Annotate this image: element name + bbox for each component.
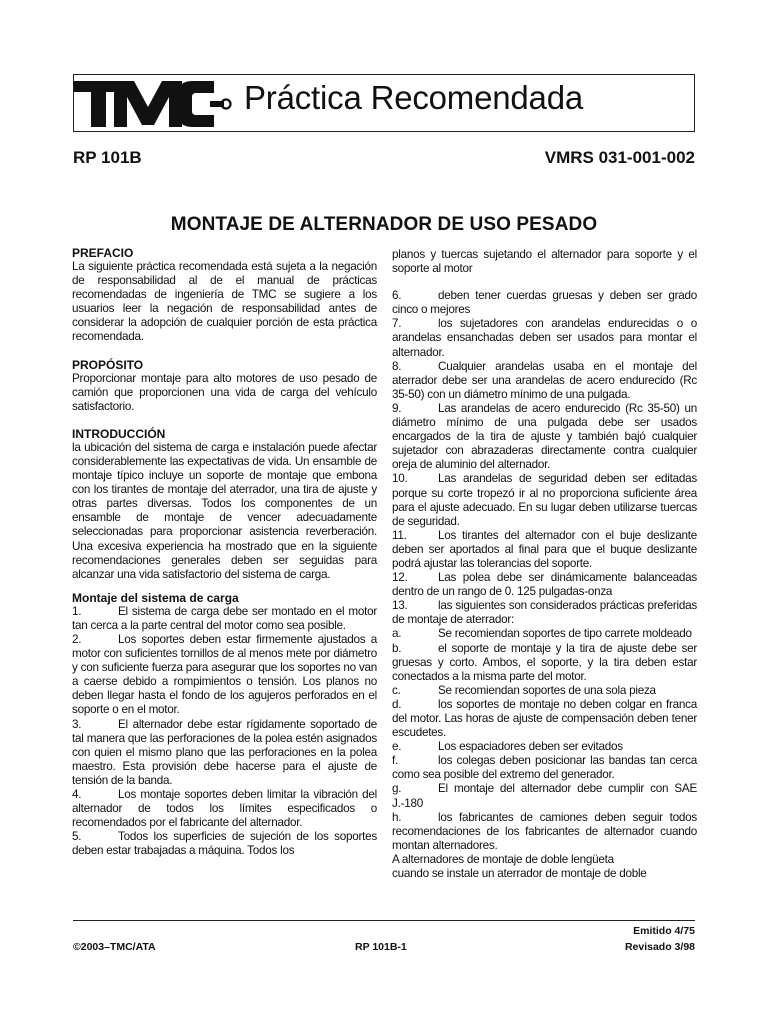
copyright: ©2003–TMC/ATA bbox=[73, 941, 156, 953]
list-item: a. Se recomiendan soportes de tipo carrete moldeado bbox=[392, 627, 692, 641]
left-column bbox=[72, 246, 377, 858]
tmc-logo bbox=[74, 81, 234, 127]
header-box bbox=[73, 74, 695, 132]
tail-line-1: A alternadores de montaje de doble lengüeta bbox=[392, 852, 614, 866]
introduccion-body: la ubicación del sistema de carga e instalación puede afectar considerablemente las expectativas de vida. Un ensamble de montaje típico incluye un soporte de montaje que embona con los tirantes de montaje del aterrador, una tira de ajuste y otras partes diversas. Todos los componentes de un ensamble de montaje de vencer adecuadamente seleccionadas para proporcionar asistencia reverberación. Una excesiva experiencia ha mostrado que en la siguiente recomendaciones generales deben ser seguidas para alcanzar una vida satisfactorio del sistema de carga. bbox=[72, 440, 377, 581]
introduccion-heading: INTRODUCCIÓN bbox=[72, 426, 166, 441]
list-item: h. los fabricantes de camiones deben seguir todos recomendaciones de los fabricantes de alternador cuando montan alternadores. bbox=[392, 810, 697, 852]
tail-line-2: cuando se instale un aterrador de montaje de doble bbox=[392, 867, 647, 881]
list-item: d. los soportes de montaje no deben colgar en franca del motor. Las horas de ajuste de compensación deben tener escudetes. bbox=[392, 697, 697, 740]
list-item: b. el soporte de montaje y la tira de ajuste debe ser gruesas y corto. Ambos, el soporte, y la tira deben estar conectados a la misma parte del motor. bbox=[392, 641, 697, 683]
header-title: Práctica Recomendada bbox=[244, 79, 584, 116]
list-item: 8. Cualquier arandelas usaba en el montaje del aterrador debe ser una arandelas de acero endurecido (Rc 35-50) con un diámetro mínimo de una pulgada. bbox=[392, 359, 697, 401]
list-item: e. Los espaciadores deben ser evitados bbox=[392, 740, 623, 754]
list-item: c. Se recomiendan soportes de una sola pieza bbox=[392, 683, 656, 697]
list-item: 4. Los montaje soportes deben limitar la vibración del alternador de todos los límites especificados o recomendados por el fabricante del alternador. bbox=[72, 788, 377, 830]
document-title: MONTAJE DE ALTERNADOR DE USO PESADO bbox=[170, 214, 598, 235]
rp-number: RP 101B bbox=[73, 148, 142, 167]
page-id: RP 101B-1 bbox=[355, 941, 407, 953]
list-item: 10. Las arandelas de seguridad deben ser editadas porque su corte tropezó ir al no proporciona suficiente área para el ajuste adecuado. En su lugar deben utilizarse tuercas de seguridad. bbox=[392, 472, 697, 528]
list-item: 5. Todos los superficies de sujeción de los soportes deben estar trabajadas a máquina. Todos los bbox=[72, 830, 377, 858]
list-item: 1. El sistema de carga debe ser montado en el motor tan cerca a la parte central del motor como sea posible. bbox=[72, 604, 377, 632]
proposito-heading: PROPÓSITO bbox=[72, 357, 144, 372]
proposito-body: Proporcionar montaje para alto motores de uso pesado de camión que proporcionen una vida de carga del vehículo satisfactorio. bbox=[72, 371, 377, 413]
prefacio-heading: PREFACIO bbox=[72, 246, 134, 260]
list-item: 13. las siguientes son considerados prácticas preferidas de montaje de aterrador: bbox=[392, 599, 697, 627]
list-item: 7. los sujetadores con arandelas endurecidas o o arandelas ensanchadas deben ser usados para montar el alternador. bbox=[392, 317, 697, 359]
list-item: 11. Los tirantes del alternador con el buje deslizante deben ser aportados al final para que el buque deslizante podrá ajustar las tolerancias del soporte. bbox=[392, 528, 697, 570]
list-item: 6. deben tener cuerdas gruesas y deben ser grado cinco o mejores bbox=[392, 289, 697, 317]
list-item: 9. Las arandelas de acero endurecido (Rc 35-50) un diámetro mínimo de una pulgada debe ser usados encargados de la tira de ajuste y también bajó cualquier sujetador con abrazaderas directamente contra cualquier oreja de aluminio del alternador. bbox=[392, 401, 697, 472]
footer-divider bbox=[73, 920, 695, 921]
continuation-text: planos y tuercas sujetando el alternador para soporte y el soporte al motor bbox=[392, 248, 697, 276]
prefacio-body: La siguiente práctica recomendada está sujeta a la negación de responsabilidad al de el manual de prácticas recomendadas de ingeniería de TMC se sugiere a los usuarios leer la negación de responsabilidad antes de considerar la adopción de cualquier porción de esta práctica recomendada. bbox=[72, 260, 377, 344]
vmrs-code: VMRS 031-001-002 bbox=[544, 148, 695, 167]
list-item: 12. Las polea debe ser dinámicamente balanceadas dentro de un rango de 0. 125 pulgadas-onza bbox=[392, 571, 697, 599]
issued-date: Emitido 4/75 bbox=[633, 925, 695, 937]
list-item: 2. Los soportes deben estar firmemente ajustados a motor con suficientes tornillos de al menos mete por diámetro y con suficiente fuerza para asegurar que los soportes no van a caerse debido a rompimientos o tensión. Los planos no deben llegar hasta el fondo de los agujeros perforados en el soporte o en el motor. bbox=[72, 632, 377, 717]
revised-date: Revisado 3/98 bbox=[624, 941, 695, 953]
montaje-heading: Montaje del sistema de carga bbox=[72, 590, 239, 605]
right-column bbox=[392, 248, 697, 881]
list-item: 3. El alternador debe estar rígidamente soportado de tal manera que las perforaciones de la polea estén asignados con quien el mismo plano que las perforaciones en la polea maestro. Esta provisión debe hacerse para el ajuste de tensión de la banda. bbox=[72, 717, 377, 787]
list-item: g. El montaje del alternador debe cumplir con SAE J.-180 bbox=[392, 782, 697, 810]
list-item: f. los colegas deben posicionar las bandas tan cerca como sea posible del extremo del generador. bbox=[392, 754, 697, 782]
